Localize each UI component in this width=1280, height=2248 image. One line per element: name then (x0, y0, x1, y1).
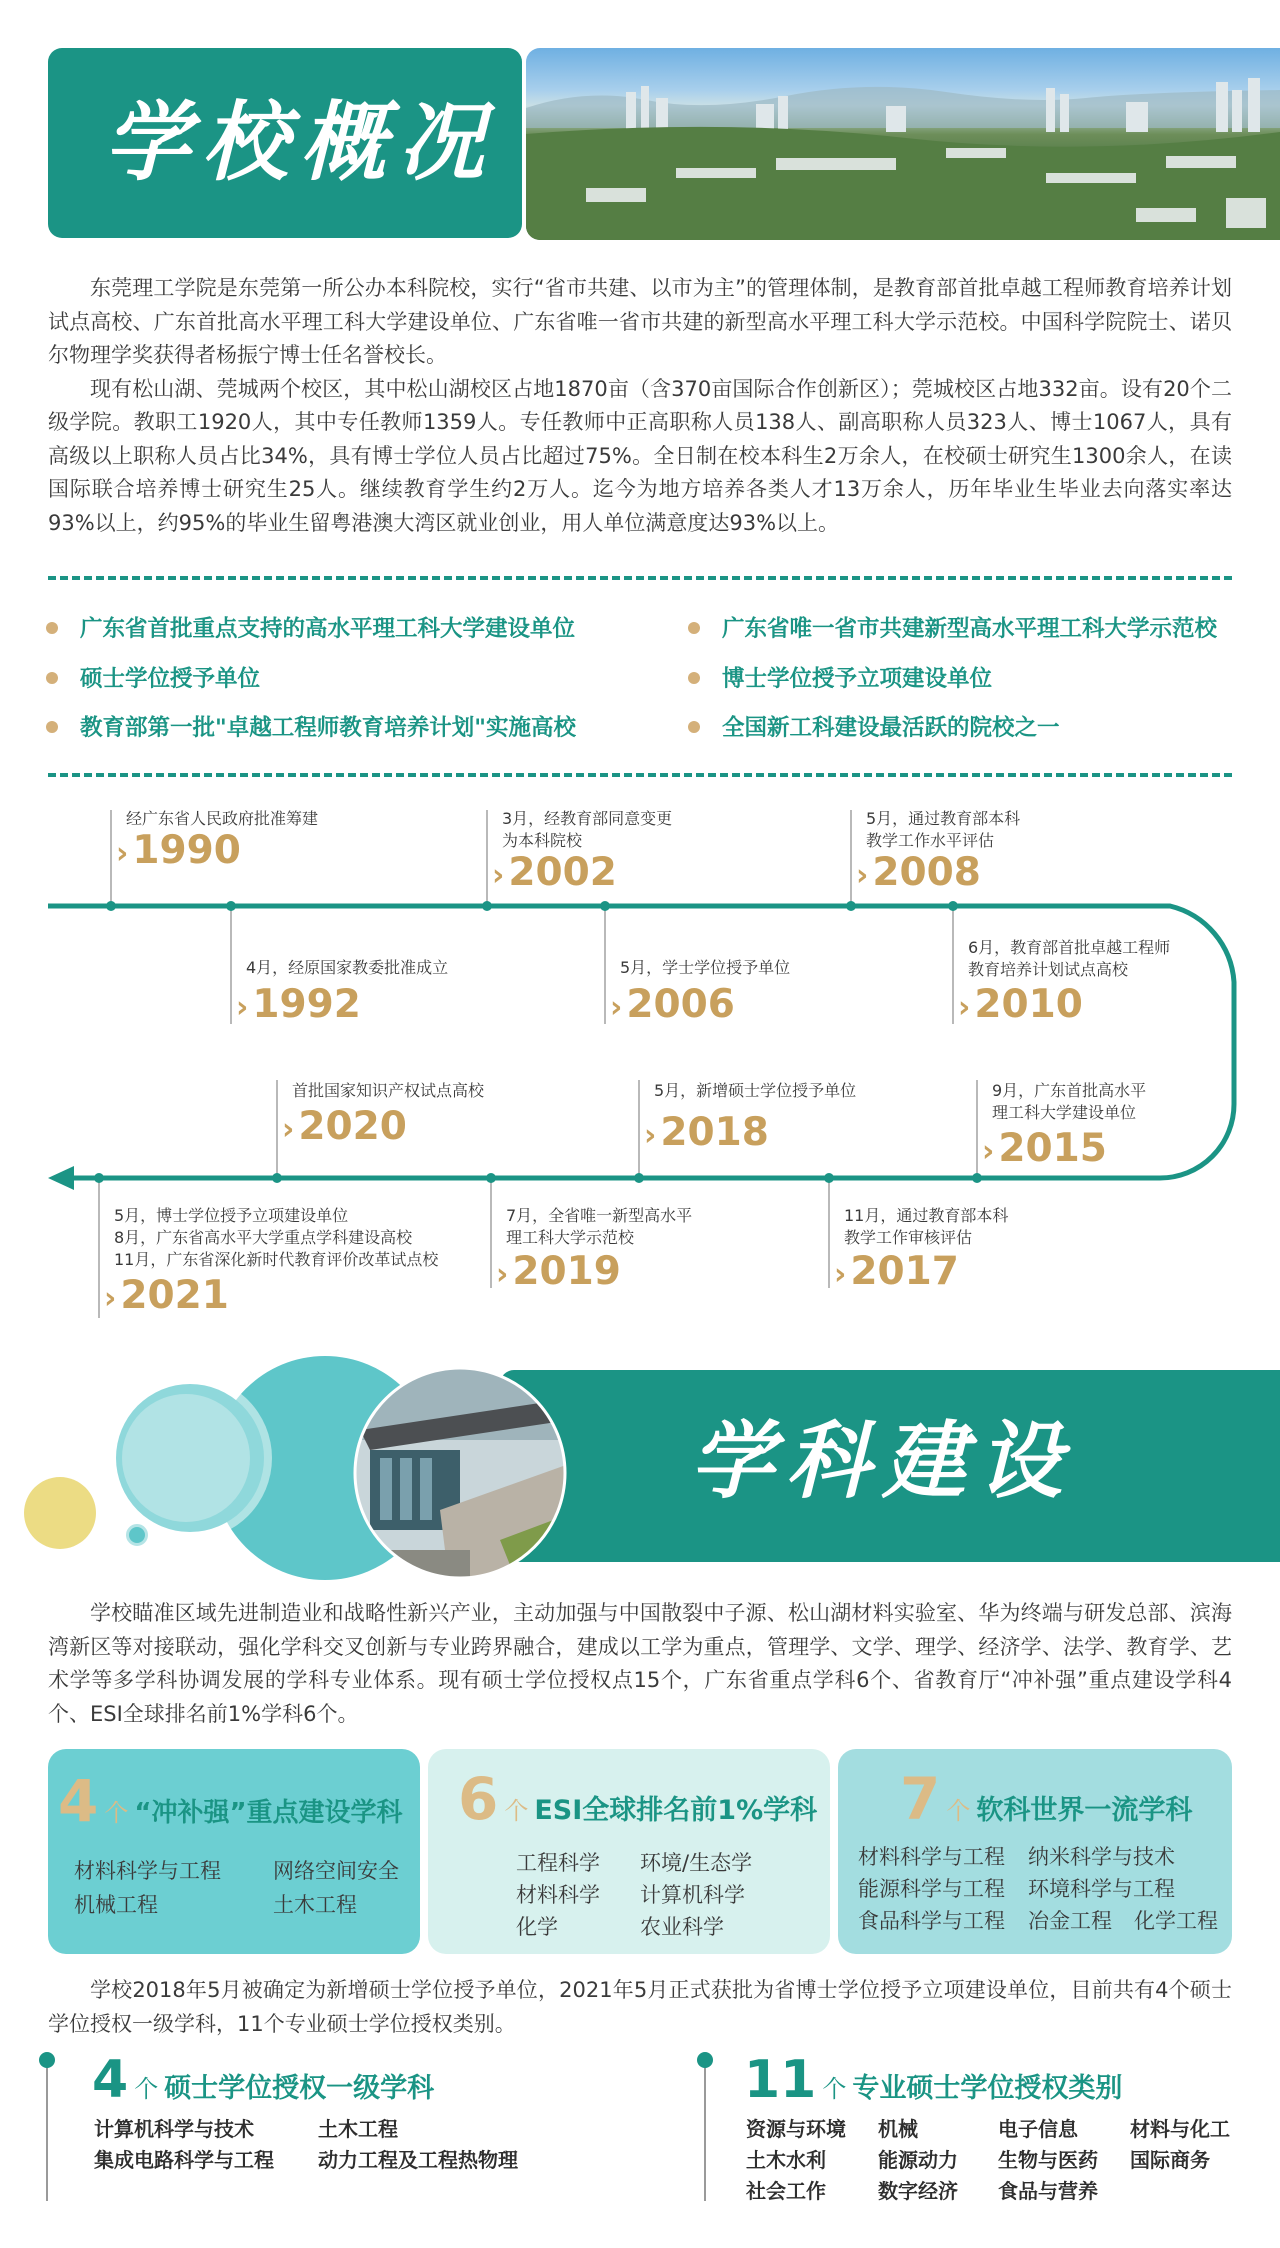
timeline-tick (110, 810, 112, 906)
timeline-year-text: 2020 (298, 1104, 407, 1149)
professional-item: 资源与环境 (746, 2117, 846, 2141)
highlight-6: 全国新工科建设最活跃的院校之一 (688, 713, 1060, 743)
timeline-year-text: 1992 (252, 982, 361, 1027)
card-item: 土木工程 (273, 1893, 357, 1917)
timeline-desc-line: 5月，通过教育部本科 (866, 809, 1021, 828)
card-item: 计算机科学 (640, 1883, 745, 1907)
timeline-year (236, 984, 361, 1029)
timeline-tick (828, 1178, 830, 1288)
overview-paragraph-1: 东莞理工学院是东莞第一所公办本科院校，实行“省市共建、以市为主”的管理体制，是教育部首批卓越工程师教育培养计划试点高校、广东首批高水平理工科大学建设单位、广东省唯一省市共建的新型高水平理工科大学示范校。中国科学院院士、诺贝尔物理学奖获得者杨振宁博士任名誉校长。 (48, 276, 1232, 367)
timeline-year-text: 2010 (974, 982, 1083, 1027)
card-esi-title: 6 个 ESI全球排名前1%学科 (458, 1765, 818, 1833)
timeline-desc-line: 教学工作审核评估 (844, 1228, 973, 1247)
timeline-node-icon (226, 901, 236, 911)
timeline-desc-line: 5月，博士学位授予立项建设单位 (114, 1206, 349, 1225)
professional-item: 数字经济 (878, 2179, 958, 2203)
disciplines-text (48, 1597, 1232, 1731)
timeline-desc-line: 教学工作水平评估 (866, 831, 995, 850)
timeline-desc-line: 经广东省人民政府批准筹建 (126, 809, 319, 828)
chevron-right-icon: › (282, 1112, 295, 1147)
card-item: 化学工程 (1134, 1909, 1218, 1933)
chevron-right-icon: › (496, 1257, 509, 1292)
timeline-year (282, 1106, 407, 1151)
masters-item: 计算机科学与技术 (94, 2117, 254, 2141)
card-esi-disciplines (428, 1749, 830, 1954)
timeline-year (982, 1128, 1107, 1173)
professional-title: 11 个 专业硕士学位授权类别 (744, 2050, 1123, 2110)
card-item: 化学 (516, 1915, 558, 1939)
timeline-event-desc (126, 808, 318, 830)
timeline-event-desc (114, 1205, 438, 1271)
timeline-event-desc (968, 937, 1170, 981)
timeline-node-icon (94, 1173, 104, 1183)
timeline-year (834, 1251, 959, 1296)
card-world-class-title: 7 个 软科世界一流学科 (900, 1765, 1193, 1833)
card-item: 能源科学与工程 (858, 1877, 1005, 1901)
chevron-right-icon: › (116, 836, 129, 871)
chevron-right-icon: › (982, 1134, 995, 1169)
card-item: 冶金工程 (1028, 1909, 1112, 1933)
timeline-event-desc (246, 957, 448, 979)
disciplines-title: 学科建设 (690, 1412, 1075, 1510)
card-item: 材料科学与工程 (858, 1845, 1005, 1869)
card-world-class-disciplines (838, 1749, 1232, 1954)
highlight-2: 广东省唯一省市共建新型高水平理工科大学示范校 (688, 614, 1217, 644)
timeline-tick (976, 1080, 978, 1178)
timeline-tick (850, 810, 852, 906)
timeline-node-icon (972, 1173, 982, 1183)
timeline-year (116, 830, 241, 875)
professional-item: 能源动力 (878, 2148, 958, 2172)
card-item: 机械工程 (74, 1893, 158, 1917)
timeline-desc-line: 11月，通过教育部本科 (844, 1206, 1009, 1225)
card-item: 网络空间安全 (273, 1859, 399, 1883)
highlight-4: 博士学位授予立项建设单位 (688, 664, 992, 694)
timeline-tick (638, 1080, 640, 1178)
timeline-tick (604, 906, 606, 1024)
card-item: 工程科学 (516, 1851, 600, 1875)
timeline-node-icon (846, 901, 856, 911)
timeline-desc-line: 4月，经原国家教委批准成立 (246, 958, 449, 977)
chevron-right-icon: › (492, 858, 505, 893)
timeline-desc-line: 11月，广东省深化新时代教育评价改革试点校 (114, 1250, 439, 1269)
professional-item: 国际商务 (1130, 2148, 1210, 2172)
timeline-node-icon (106, 901, 116, 911)
timeline-year-text: 2015 (998, 1126, 1107, 1171)
overview-title: 学校概况 (104, 93, 496, 193)
timeline-year-text: 2017 (850, 1249, 959, 1294)
degrees-paragraph: 学校2018年5月被确定为新增硕士学位授予单位，2021年5月正式获批为省博士学位授予立项建设单位，目前共有4个硕士学位授权一级学科，11个专业硕士学位授权类别。 (48, 1978, 1232, 2036)
masters-item: 集成电路科学与工程 (94, 2148, 274, 2172)
timeline-node-icon (824, 1173, 834, 1183)
timeline-desc-line: 6月，教育部首批卓越工程师 (968, 938, 1171, 957)
card-item: 环境/生态学 (640, 1851, 753, 1875)
timeline-year (644, 1112, 769, 1157)
highlight-3: 硕士学位授予单位 (46, 664, 260, 694)
timeline-node-icon (482, 901, 492, 911)
timeline-event-desc (654, 1080, 856, 1102)
timeline-year (856, 852, 981, 897)
professional-item: 土木水利 (746, 2148, 826, 2172)
timeline-desc-line: 为本科院校 (502, 831, 583, 850)
card-key-disciplines (48, 1749, 420, 1954)
timeline-tick (486, 810, 488, 906)
professional-item: 电子信息 (998, 2117, 1078, 2141)
highlight-1: 广东省首批重点支持的高水平理工科大学建设单位 (46, 614, 575, 644)
timeline-node-icon (948, 901, 958, 911)
timeline-node-icon (486, 1173, 496, 1183)
card-item: 食品科学与工程 (858, 1909, 1005, 1933)
timeline-event-desc (292, 1080, 484, 1102)
professional-item: 机械 (878, 2117, 918, 2141)
timeline-event-desc (620, 957, 790, 979)
chevron-right-icon: › (236, 990, 249, 1025)
disciplines-decoration (0, 1340, 600, 1600)
highlight-5: 教育部第一批"卓越工程师教育培养计划"实施高校 (46, 713, 576, 743)
professional-line (704, 2057, 706, 2201)
card-key-disciplines-title: 4 个 “冲补强”重点建设学科 (58, 1767, 403, 1835)
timeline-desc-line: 首批国家知识产权试点高校 (292, 1081, 485, 1100)
timeline-tick (952, 906, 954, 1024)
timeline-desc-line: 3月，经教育部同意变更 (502, 809, 673, 828)
chevron-right-icon: › (644, 1118, 657, 1153)
timeline-desc-line: 理工科大学示范校 (506, 1228, 635, 1247)
timeline-year (610, 984, 735, 1029)
timeline-year-text: 2008 (872, 850, 981, 895)
timeline-year-text: 2019 (512, 1249, 621, 1294)
timeline-tick (98, 1178, 100, 1318)
timeline-year-text: 2018 (660, 1110, 769, 1155)
card-item: 农业科学 (640, 1915, 724, 1939)
chevron-right-icon: › (610, 990, 623, 1025)
chevron-right-icon: › (856, 858, 869, 893)
chevron-right-icon: › (834, 1257, 847, 1292)
chevron-right-icon: › (958, 990, 971, 1025)
timeline-node-icon (634, 1173, 644, 1183)
timeline-tick (490, 1178, 492, 1288)
timeline-tick (276, 1080, 278, 1178)
card-item: 环境科学与工程 (1028, 1877, 1175, 1901)
card-item: 材料科学 (516, 1883, 600, 1907)
disciplines-paragraph: 学校瞄准区域先进制造业和战略性新兴产业，主动加强与中国散裂中子源、松山湖材料实验室、华为终端与研发总部、滨海湾新区等对接联动，强化学科交叉创新与专业跨界融合，建成以工学为重点，管理学、文学、理学、经济学、法学、教育学、艺术学等多学科协调发展的学科专业体系。现有硕士学位授权点15个，广东省重点学科6个、省教育厅“冲补强”重点建设学科4个、ESI全球排名前1%学科6个。 (48, 1601, 1232, 1726)
timeline-tick (230, 906, 232, 1024)
timeline-desc-line: 理工科大学建设单位 (992, 1103, 1137, 1122)
timeline-year-text: 2021 (120, 1273, 229, 1318)
masters-line (46, 2057, 48, 2201)
timeline-arrow-icon (48, 1166, 74, 1190)
professional-node-icon (697, 2052, 713, 2068)
professional-item: 食品与营养 (998, 2179, 1098, 2203)
timeline-node-icon (272, 1173, 282, 1183)
timeline-event-desc (844, 1205, 1008, 1249)
timeline-event-desc (506, 1205, 692, 1249)
timeline-year-text: 2006 (626, 982, 735, 1027)
masters-item: 土木工程 (318, 2117, 398, 2141)
timeline-desc-line: 教育培养计划试点高校 (968, 960, 1129, 979)
timeline-desc-line: 5月，新增硕士学位授予单位 (654, 1081, 857, 1100)
masters-item: 动力工程及工程热物理 (318, 2148, 518, 2172)
timeline-event-desc (992, 1080, 1146, 1124)
disciplines-title-banner (500, 1370, 1280, 1562)
overview-paragraph-2: 现有松山湖、莞城两个校区，其中松山湖校区占地1870亩（含370亩国际合作创新区）；莞城校区占地332亩。设有20个二级学院。教职工1920人，其中专任教师1359人。专任教师中正高职称人员138人、副高职称人员323人、博士1067人，具有高级以上职称人员占比34%，具有博士学位人员占比超过75%。全日制在校本科生2万余人，在校硕士研究生1300余人，在读国际联合培养博士研究生25人。继续教育学生约2万人。迄今为地方培养各类人才13万余人，历年毕业生毕业去向落实率达93%以上，约95%的毕业生留粤港澳大湾区就业创业，用人单位满意度达93%以上。 (48, 376, 1232, 535)
timeline-desc-line: 9月，广东首批高水平 (992, 1081, 1147, 1100)
timeline-year-text: 2002 (508, 850, 617, 895)
chevron-right-icon: › (104, 1281, 117, 1316)
timeline-year (492, 852, 617, 897)
masters-node-icon (39, 2052, 55, 2068)
timeline-year (104, 1275, 229, 1320)
card-item: 纳米科学与技术 (1028, 1845, 1175, 1869)
professional-item: 材料与化工 (1130, 2117, 1230, 2141)
professional-item: 生物与医药 (998, 2148, 1098, 2172)
timeline-node-icon (600, 901, 610, 911)
professional-item: 社会工作 (746, 2179, 826, 2203)
card-item: 材料科学与工程 (74, 1859, 221, 1883)
timeline-event-desc (502, 808, 672, 852)
degrees-text (48, 1974, 1232, 2041)
timeline-desc-line: 5月，学士学位授予单位 (620, 958, 791, 977)
masters-title: 4 个 硕士学位授权一级学科 (92, 2050, 435, 2110)
timeline-year (496, 1251, 621, 1296)
timeline-year (958, 984, 1083, 1029)
timeline-desc-line: 8月，广东省高水平大学重点学科建设高校 (114, 1228, 413, 1247)
timeline-desc-line: 7月，全省唯一新型高水平 (506, 1206, 693, 1225)
timeline-year-text: 1990 (132, 828, 241, 873)
timeline-event-desc (866, 808, 1020, 852)
